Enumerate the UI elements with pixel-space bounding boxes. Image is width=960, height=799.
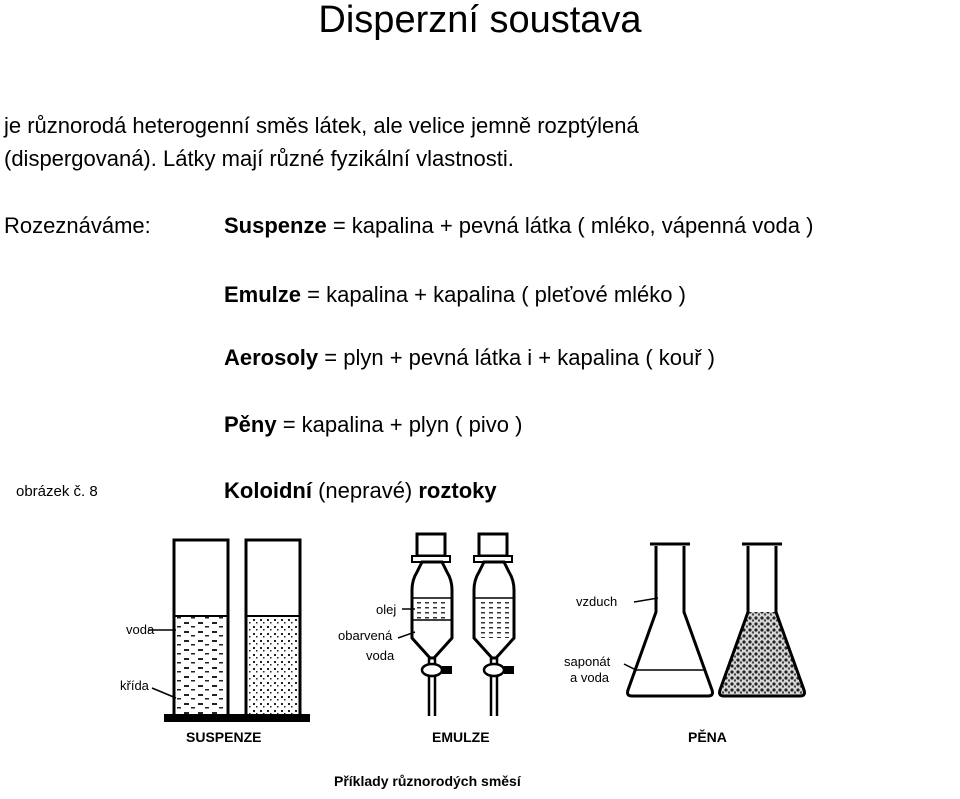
flask-left bbox=[628, 544, 713, 696]
intro-line-2: (dispergovaná). Látky mají různé fyzikální vlastnosti. bbox=[4, 146, 514, 171]
caption-emulze: EMULZE bbox=[432, 729, 490, 745]
colloid-heading bbox=[224, 478, 497, 504]
label-a-voda: a voda bbox=[570, 670, 610, 685]
type-definition: = kapalina + kapalina ( pleťové mléko ) bbox=[301, 282, 686, 307]
type-name: Aerosoly bbox=[224, 345, 319, 370]
colloid-word-1: Koloidní bbox=[224, 478, 312, 503]
type-definition: = plyn + pevná látka i + kapalina ( kouř ) bbox=[318, 345, 715, 370]
figure-label: obrázek č. 8 bbox=[16, 483, 98, 500]
cylinder-suspension-left bbox=[164, 540, 238, 722]
recognize-label: Rozeznáváme: bbox=[4, 213, 151, 238]
label-obarvena: obarvená bbox=[338, 628, 393, 643]
label-vzduch: vzduch bbox=[576, 594, 618, 609]
caption-suspenze: SUSPENZE bbox=[186, 729, 262, 745]
caption-pena: PĚNA bbox=[688, 729, 727, 745]
separatory-funnel-left bbox=[412, 534, 452, 716]
dispersion-figure bbox=[112, 520, 812, 799]
type-suspenze bbox=[224, 213, 813, 239]
label-saponat: saponát bbox=[564, 654, 611, 669]
cylinder-suspension-right bbox=[236, 540, 310, 722]
type-name: Emulze bbox=[224, 282, 302, 307]
page-title: Disperzní soustava bbox=[318, 0, 642, 41]
type-name: Suspenze bbox=[224, 213, 327, 238]
type-emulze bbox=[224, 282, 686, 308]
type-definition: = kapalina + pevná látka ( mléko, vápenná voda ) bbox=[326, 213, 814, 238]
label-olej: olej bbox=[376, 602, 397, 617]
type-name: Pěny bbox=[224, 412, 277, 437]
type-aerosoly bbox=[224, 345, 715, 371]
figure-bottom-caption: Příklady různorodých směsí bbox=[334, 773, 521, 789]
label-krida: křída bbox=[120, 678, 149, 693]
label-voda: voda bbox=[126, 622, 155, 637]
type-definition: = kapalina + plyn ( pivo ) bbox=[276, 412, 523, 437]
colloid-middle: (nepravé) bbox=[311, 478, 419, 503]
intro-line-1: je různorodá heterogenní směs látek, ale velice jemně rozptýlená bbox=[4, 113, 639, 138]
colloid-word-2: roztoky bbox=[418, 478, 497, 503]
type-peny bbox=[224, 412, 522, 438]
label-voda-2: voda bbox=[366, 648, 395, 663]
separatory-funnel-right bbox=[474, 534, 514, 716]
flask-right bbox=[720, 544, 805, 696]
